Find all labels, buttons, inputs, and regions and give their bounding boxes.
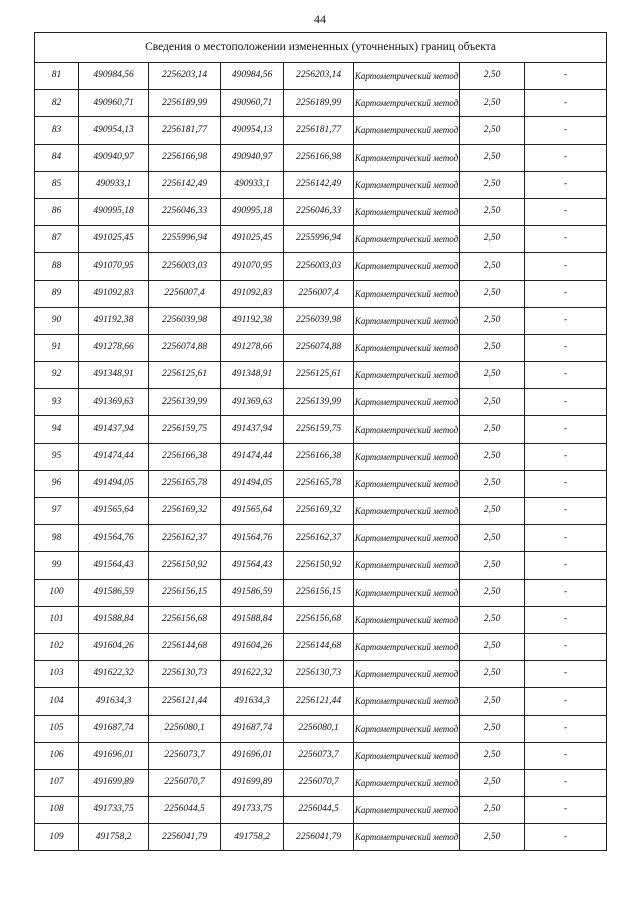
point-number-cell: 98 <box>35 525 79 552</box>
x-coordinate-cell: 491564,76 <box>79 525 149 552</box>
x-coordinate-new-cell: 491192,38 <box>221 307 284 334</box>
accuracy-cell: 2,50 <box>460 470 525 497</box>
x-coordinate-new-cell: 490960,71 <box>221 90 284 117</box>
accuracy-cell: 2,50 <box>460 525 525 552</box>
x-coordinate-cell: 491604,26 <box>79 633 149 660</box>
x-coordinate-new-cell: 491564,76 <box>221 525 284 552</box>
method-cell: Картометрический метод <box>354 144 460 171</box>
note-cell: - <box>525 579 607 606</box>
note-cell: - <box>525 334 607 361</box>
x-coordinate-new-cell: 491586,59 <box>221 579 284 606</box>
note-cell: - <box>525 280 607 307</box>
x-coordinate-cell: 491758,2 <box>79 824 149 851</box>
y-coordinate-new-cell: 2256203,14 <box>284 63 354 90</box>
x-coordinate-cell: 491687,74 <box>79 715 149 742</box>
table-row <box>35 525 607 552</box>
accuracy-cell: 2,50 <box>460 362 525 389</box>
table-row <box>35 63 607 90</box>
point-number-cell: 95 <box>35 443 79 470</box>
method-cell: Картометрический метод <box>354 661 460 688</box>
y-coordinate-new-cell: 2256121,44 <box>284 688 354 715</box>
y-coordinate-cell: 2256041,79 <box>149 824 221 851</box>
boundary-coordinates-table <box>34 32 607 851</box>
method-cell: Картометрический метод <box>354 307 460 334</box>
method-cell: Картометрический метод <box>354 198 460 225</box>
point-number-cell: 109 <box>35 824 79 851</box>
x-coordinate-cell: 491348,91 <box>79 362 149 389</box>
y-coordinate-new-cell: 2256169,32 <box>284 498 354 525</box>
y-coordinate-cell: 2256121,44 <box>149 688 221 715</box>
accuracy-cell: 2,50 <box>460 661 525 688</box>
note-cell: - <box>525 824 607 851</box>
table-row <box>35 416 607 443</box>
note-cell: - <box>525 606 607 633</box>
y-coordinate-cell: 2256166,38 <box>149 443 221 470</box>
x-coordinate-new-cell: 491687,74 <box>221 715 284 742</box>
y-coordinate-cell: 2256156,68 <box>149 606 221 633</box>
accuracy-cell: 2,50 <box>460 742 525 769</box>
y-coordinate-new-cell: 2256166,98 <box>284 144 354 171</box>
note-cell: - <box>525 117 607 144</box>
note-cell: - <box>525 525 607 552</box>
x-coordinate-cell: 491565,64 <box>79 498 149 525</box>
x-coordinate-new-cell: 491588,84 <box>221 606 284 633</box>
method-cell: Картометрический метод <box>354 90 460 117</box>
table-row <box>35 443 607 470</box>
method-cell: Картометрический метод <box>354 525 460 552</box>
method-cell: Картометрический метод <box>354 688 460 715</box>
y-coordinate-cell: 2256189,99 <box>149 90 221 117</box>
point-number-cell: 90 <box>35 307 79 334</box>
table-row <box>35 606 607 633</box>
accuracy-cell: 2,50 <box>460 117 525 144</box>
x-coordinate-cell: 490960,71 <box>79 90 149 117</box>
note-cell: - <box>525 797 607 824</box>
y-coordinate-cell: 2256150,92 <box>149 552 221 579</box>
point-number-cell: 96 <box>35 470 79 497</box>
table-title: Сведения о местоположении измененных (уточненных) границ объекта <box>35 33 607 63</box>
point-number-cell: 87 <box>35 226 79 253</box>
x-coordinate-cell: 490984,56 <box>79 63 149 90</box>
accuracy-cell: 2,50 <box>460 443 525 470</box>
accuracy-cell: 2,50 <box>460 416 525 443</box>
y-coordinate-new-cell: 2256044,5 <box>284 797 354 824</box>
x-coordinate-new-cell: 491494,05 <box>221 470 284 497</box>
method-cell: Картометрический метод <box>354 470 460 497</box>
accuracy-cell: 2,50 <box>460 606 525 633</box>
accuracy-cell: 2,50 <box>460 144 525 171</box>
x-coordinate-new-cell: 491622,32 <box>221 661 284 688</box>
table-row <box>35 90 607 117</box>
y-coordinate-new-cell: 2256189,99 <box>284 90 354 117</box>
note-cell: - <box>525 443 607 470</box>
table-row <box>35 307 607 334</box>
table-row <box>35 633 607 660</box>
y-coordinate-cell: 2256073,7 <box>149 742 221 769</box>
accuracy-cell: 2,50 <box>460 198 525 225</box>
y-coordinate-new-cell: 2256080,1 <box>284 715 354 742</box>
y-coordinate-cell: 2256039,98 <box>149 307 221 334</box>
point-number-cell: 103 <box>35 661 79 688</box>
x-coordinate-new-cell: 491025,45 <box>221 226 284 253</box>
note-cell: - <box>525 688 607 715</box>
x-coordinate-cell: 491696,01 <box>79 742 149 769</box>
method-cell: Картометрический метод <box>354 389 460 416</box>
method-cell: Картометрический метод <box>354 797 460 824</box>
note-cell: - <box>525 633 607 660</box>
y-coordinate-cell: 2255996,94 <box>149 226 221 253</box>
y-coordinate-cell: 2256003,03 <box>149 253 221 280</box>
accuracy-cell: 2,50 <box>460 90 525 117</box>
note-cell: - <box>525 552 607 579</box>
x-coordinate-new-cell: 491699,89 <box>221 769 284 796</box>
accuracy-cell: 2,50 <box>460 171 525 198</box>
y-coordinate-new-cell: 2256156,15 <box>284 579 354 606</box>
method-cell: Картометрический метод <box>354 280 460 307</box>
x-coordinate-cell: 491025,45 <box>79 226 149 253</box>
method-cell: Картометрический метод <box>354 171 460 198</box>
y-coordinate-new-cell: 2256007,4 <box>284 280 354 307</box>
point-number-cell: 89 <box>35 280 79 307</box>
method-cell: Картометрический метод <box>354 334 460 361</box>
y-coordinate-cell: 2256142,49 <box>149 171 221 198</box>
point-number-cell: 93 <box>35 389 79 416</box>
y-coordinate-new-cell: 2256165,78 <box>284 470 354 497</box>
x-coordinate-new-cell: 491696,01 <box>221 742 284 769</box>
accuracy-cell: 2,50 <box>460 688 525 715</box>
table-row <box>35 552 607 579</box>
accuracy-cell: 2,50 <box>460 226 525 253</box>
table-row <box>35 171 607 198</box>
y-coordinate-new-cell: 2256073,7 <box>284 742 354 769</box>
x-coordinate-new-cell: 491070,95 <box>221 253 284 280</box>
note-cell: - <box>525 742 607 769</box>
note-cell: - <box>525 90 607 117</box>
x-coordinate-new-cell: 491437,94 <box>221 416 284 443</box>
accuracy-cell: 2,50 <box>460 307 525 334</box>
method-cell: Картометрический метод <box>354 552 460 579</box>
note-cell: - <box>525 769 607 796</box>
accuracy-cell: 2,50 <box>460 824 525 851</box>
point-number-cell: 81 <box>35 63 79 90</box>
y-coordinate-new-cell: 2255996,94 <box>284 226 354 253</box>
accuracy-cell: 2,50 <box>460 797 525 824</box>
table-header-row <box>35 33 607 63</box>
x-coordinate-new-cell: 491733,75 <box>221 797 284 824</box>
accuracy-cell: 2,50 <box>460 280 525 307</box>
x-coordinate-new-cell: 491604,26 <box>221 633 284 660</box>
x-coordinate-new-cell: 491092,83 <box>221 280 284 307</box>
y-coordinate-new-cell: 2256142,49 <box>284 171 354 198</box>
x-coordinate-new-cell: 490954,13 <box>221 117 284 144</box>
point-number-cell: 106 <box>35 742 79 769</box>
x-coordinate-cell: 490995,18 <box>79 198 149 225</box>
note-cell: - <box>525 307 607 334</box>
y-coordinate-new-cell: 2256156,68 <box>284 606 354 633</box>
y-coordinate-cell: 2256070,7 <box>149 769 221 796</box>
y-coordinate-cell: 2256139,99 <box>149 389 221 416</box>
y-coordinate-new-cell: 2256130,73 <box>284 661 354 688</box>
table-row <box>35 661 607 688</box>
note-cell: - <box>525 362 607 389</box>
y-coordinate-cell: 2256044,5 <box>149 797 221 824</box>
method-cell: Картометрический метод <box>354 769 460 796</box>
method-cell: Картометрический метод <box>354 253 460 280</box>
point-number-cell: 88 <box>35 253 79 280</box>
accuracy-cell: 2,50 <box>460 63 525 90</box>
table-row <box>35 144 607 171</box>
accuracy-cell: 2,50 <box>460 579 525 606</box>
x-coordinate-new-cell: 491369,63 <box>221 389 284 416</box>
table-row <box>35 334 607 361</box>
x-coordinate-new-cell: 491758,2 <box>221 824 284 851</box>
table-row <box>35 253 607 280</box>
y-coordinate-cell: 2256130,73 <box>149 661 221 688</box>
point-number-cell: 105 <box>35 715 79 742</box>
method-cell: Картометрический метод <box>354 443 460 470</box>
y-coordinate-cell: 2256203,14 <box>149 63 221 90</box>
y-coordinate-new-cell: 2256144,68 <box>284 633 354 660</box>
table-row <box>35 389 607 416</box>
x-coordinate-new-cell: 491564,43 <box>221 552 284 579</box>
y-coordinate-new-cell: 2256181,77 <box>284 117 354 144</box>
x-coordinate-new-cell: 491348,91 <box>221 362 284 389</box>
method-cell: Картометрический метод <box>354 579 460 606</box>
y-coordinate-cell: 2256162,37 <box>149 525 221 552</box>
note-cell: - <box>525 470 607 497</box>
x-coordinate-cell: 491588,84 <box>79 606 149 633</box>
table-row <box>35 824 607 851</box>
point-number-cell: 100 <box>35 579 79 606</box>
x-coordinate-cell: 491369,63 <box>79 389 149 416</box>
x-coordinate-cell: 491733,75 <box>79 797 149 824</box>
x-coordinate-cell: 491437,94 <box>79 416 149 443</box>
y-coordinate-cell: 2256074,88 <box>149 334 221 361</box>
y-coordinate-new-cell: 2256150,92 <box>284 552 354 579</box>
x-coordinate-cell: 491699,89 <box>79 769 149 796</box>
method-cell: Картометрический метод <box>354 117 460 144</box>
table-row <box>35 797 607 824</box>
y-coordinate-cell: 2256165,78 <box>149 470 221 497</box>
method-cell: Картометрический метод <box>354 63 460 90</box>
note-cell: - <box>525 144 607 171</box>
table-row <box>35 742 607 769</box>
y-coordinate-new-cell: 2256041,79 <box>284 824 354 851</box>
table-row <box>35 470 607 497</box>
x-coordinate-cell: 491586,59 <box>79 579 149 606</box>
x-coordinate-new-cell: 490933,1 <box>221 171 284 198</box>
method-cell: Картометрический метод <box>354 742 460 769</box>
y-coordinate-cell: 2256007,4 <box>149 280 221 307</box>
page-number: 44 <box>314 12 326 26</box>
note-cell: - <box>525 253 607 280</box>
point-number-cell: 83 <box>35 117 79 144</box>
method-cell: Картометрический метод <box>354 606 460 633</box>
point-number-cell: 91 <box>35 334 79 361</box>
table-row <box>35 498 607 525</box>
point-number-cell: 86 <box>35 198 79 225</box>
x-coordinate-cell: 490933,1 <box>79 171 149 198</box>
y-coordinate-cell: 2256166,98 <box>149 144 221 171</box>
point-number-cell: 107 <box>35 769 79 796</box>
y-coordinate-cell: 2256046,33 <box>149 198 221 225</box>
accuracy-cell: 2,50 <box>460 715 525 742</box>
y-coordinate-cell: 2256169,32 <box>149 498 221 525</box>
x-coordinate-new-cell: 490940,97 <box>221 144 284 171</box>
note-cell: - <box>525 498 607 525</box>
x-coordinate-cell: 491070,95 <box>79 253 149 280</box>
table-row <box>35 769 607 796</box>
y-coordinate-new-cell: 2256125,61 <box>284 362 354 389</box>
y-coordinate-new-cell: 2256074,88 <box>284 334 354 361</box>
y-coordinate-new-cell: 2256070,7 <box>284 769 354 796</box>
method-cell: Картометрический метод <box>354 715 460 742</box>
y-coordinate-cell: 2256125,61 <box>149 362 221 389</box>
table-row <box>35 280 607 307</box>
x-coordinate-cell: 490954,13 <box>79 117 149 144</box>
note-cell: - <box>525 661 607 688</box>
accuracy-cell: 2,50 <box>460 552 525 579</box>
point-number-cell: 92 <box>35 362 79 389</box>
point-number-cell: 97 <box>35 498 79 525</box>
accuracy-cell: 2,50 <box>460 253 525 280</box>
table-row <box>35 117 607 144</box>
y-coordinate-cell: 2256080,1 <box>149 715 221 742</box>
x-coordinate-cell: 491564,43 <box>79 552 149 579</box>
table-row <box>35 226 607 253</box>
y-coordinate-new-cell: 2256166,38 <box>284 443 354 470</box>
x-coordinate-new-cell: 491565,64 <box>221 498 284 525</box>
x-coordinate-cell: 490940,97 <box>79 144 149 171</box>
table-row <box>35 362 607 389</box>
accuracy-cell: 2,50 <box>460 769 525 796</box>
accuracy-cell: 2,50 <box>460 334 525 361</box>
point-number-cell: 84 <box>35 144 79 171</box>
table-row <box>35 198 607 225</box>
x-coordinate-new-cell: 491278,66 <box>221 334 284 361</box>
x-coordinate-new-cell: 491634,3 <box>221 688 284 715</box>
method-cell: Картометрический метод <box>354 226 460 253</box>
accuracy-cell: 2,50 <box>460 389 525 416</box>
x-coordinate-new-cell: 491474,44 <box>221 443 284 470</box>
point-number-cell: 101 <box>35 606 79 633</box>
accuracy-cell: 2,50 <box>460 633 525 660</box>
table-row <box>35 715 607 742</box>
point-number-cell: 82 <box>35 90 79 117</box>
y-coordinate-new-cell: 2256139,99 <box>284 389 354 416</box>
note-cell: - <box>525 63 607 90</box>
y-coordinate-cell: 2256156,15 <box>149 579 221 606</box>
table-row <box>35 688 607 715</box>
y-coordinate-new-cell: 2256046,33 <box>284 198 354 225</box>
note-cell: - <box>525 226 607 253</box>
x-coordinate-cell: 491474,44 <box>79 443 149 470</box>
x-coordinate-cell: 491192,38 <box>79 307 149 334</box>
y-coordinate-cell: 2256144,68 <box>149 633 221 660</box>
x-coordinate-cell: 491278,66 <box>79 334 149 361</box>
point-number-cell: 104 <box>35 688 79 715</box>
method-cell: Картометрический метод <box>354 633 460 660</box>
y-coordinate-cell: 2256181,77 <box>149 117 221 144</box>
point-number-cell: 94 <box>35 416 79 443</box>
x-coordinate-cell: 491634,3 <box>79 688 149 715</box>
y-coordinate-new-cell: 2256159,75 <box>284 416 354 443</box>
method-cell: Картометрический метод <box>354 362 460 389</box>
x-coordinate-cell: 491092,83 <box>79 280 149 307</box>
point-number-cell: 108 <box>35 797 79 824</box>
method-cell: Картометрический метод <box>354 498 460 525</box>
note-cell: - <box>525 715 607 742</box>
point-number-cell: 102 <box>35 633 79 660</box>
point-number-cell: 85 <box>35 171 79 198</box>
method-cell: Картометрический метод <box>354 416 460 443</box>
x-coordinate-cell: 491494,05 <box>79 470 149 497</box>
method-cell: Картометрический метод <box>354 824 460 851</box>
x-coordinate-cell: 491622,32 <box>79 661 149 688</box>
y-coordinate-new-cell: 2256039,98 <box>284 307 354 334</box>
note-cell: - <box>525 198 607 225</box>
y-coordinate-cell: 2256159,75 <box>149 416 221 443</box>
accuracy-cell: 2,50 <box>460 498 525 525</box>
note-cell: - <box>525 416 607 443</box>
x-coordinate-new-cell: 490984,56 <box>221 63 284 90</box>
note-cell: - <box>525 389 607 416</box>
note-cell: - <box>525 171 607 198</box>
y-coordinate-new-cell: 2256162,37 <box>284 525 354 552</box>
y-coordinate-new-cell: 2256003,03 <box>284 253 354 280</box>
table-row <box>35 579 607 606</box>
point-number-cell: 99 <box>35 552 79 579</box>
x-coordinate-new-cell: 490995,18 <box>221 198 284 225</box>
